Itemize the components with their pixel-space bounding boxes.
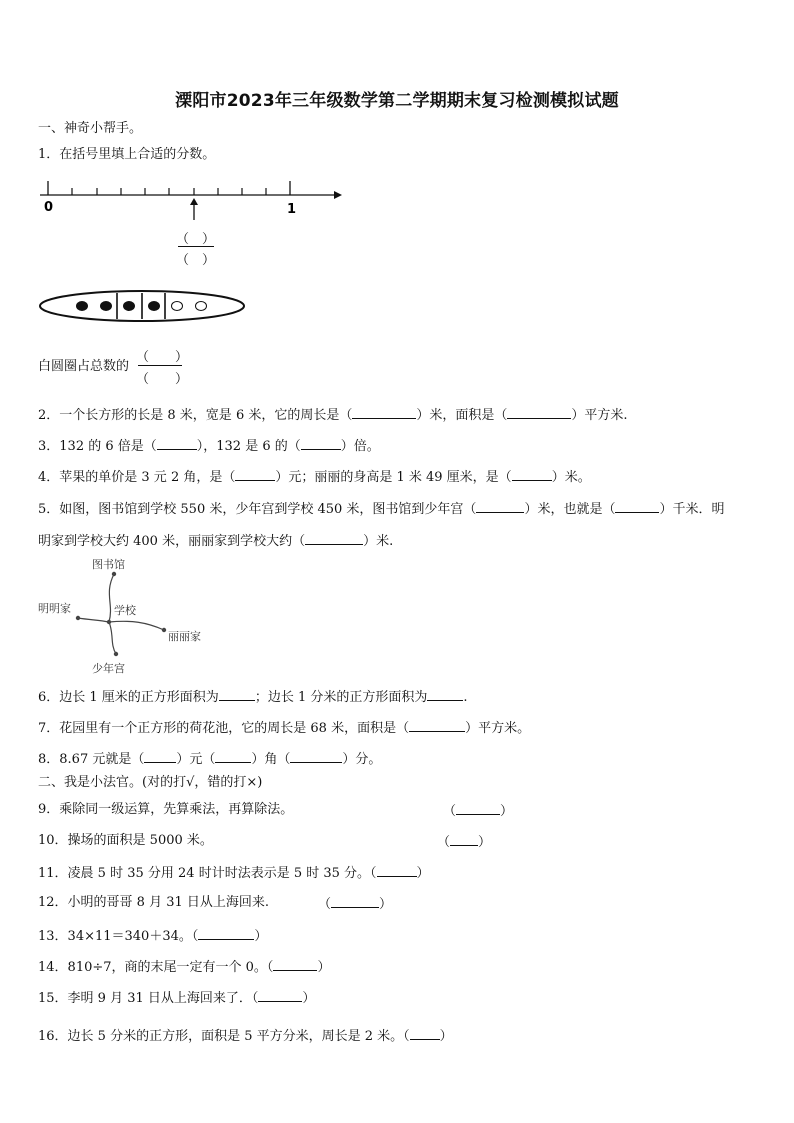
answer-blank[interactable]	[198, 926, 254, 940]
question-9-answer: （ ）	[443, 801, 513, 821]
question-8-text-2: ）元（	[176, 752, 216, 767]
question-5-line-2	[38, 531, 393, 551]
question-6-text-1: 6．边长 1 厘米的正方形面积为	[38, 690, 219, 705]
question-11: 11．凌晨 5 时 35 分用 24 时计时法表示是 5 时 35 分。（ ）	[38, 863, 430, 883]
answer-blank[interactable]	[290, 749, 342, 763]
question-1: 1．在括号里填上合适的分数。	[38, 147, 216, 162]
answer-blank[interactable]	[258, 988, 302, 1002]
number-line-label-one: 1	[287, 202, 297, 217]
question-4-text-3: ）米。	[551, 470, 591, 485]
question-6-text-3: .	[463, 690, 468, 705]
answer-blank[interactable]	[409, 718, 465, 732]
answer-blank[interactable]	[476, 499, 524, 513]
question-5-text-1: 5．如图，图书馆到学校 550 米，少年宫到学校 450 米，图书馆到少年宫（	[38, 502, 477, 517]
answer-blank[interactable]	[273, 957, 317, 971]
question-1b-prefix: 白圆圈占总数的	[38, 359, 130, 374]
question-9: 9．乘除同一级运算，先算乘法，再算除法。	[38, 802, 294, 817]
answer-blank[interactable]	[301, 436, 341, 450]
answer-blank[interactable]	[456, 801, 500, 815]
section-1-heading: 一、神奇小帮手。	[38, 121, 143, 136]
up-arrow-icon	[187, 197, 201, 221]
question-10-answer: （ ）	[437, 832, 491, 852]
answer-blank[interactable]	[144, 749, 176, 763]
map-label-library: 图书馆	[92, 558, 125, 571]
answer-blank[interactable]	[410, 1026, 440, 1040]
answer-blank[interactable]	[427, 687, 463, 701]
question-4-text-2: ）元；丽丽的身高是 1 米 49 厘米，是（	[275, 470, 512, 485]
question-8-text-1: 8．8.67 元就是（	[38, 752, 145, 767]
map-label-lili-home: 丽丽家	[168, 630, 201, 643]
question-5-line-2-text-a: 明家到学校大约 400 米，丽丽家到学校大约（	[38, 534, 306, 549]
question-5-line-2-text-b: ）米.	[363, 534, 394, 549]
black-circle-2	[100, 301, 112, 311]
question-2-text-2: ）米，面积是（	[416, 408, 508, 423]
circles-oval-figure	[36, 288, 248, 324]
question-6	[38, 687, 468, 707]
question-12-answer: （ ）	[318, 894, 392, 914]
section-2-heading: 二、我是小法官。(对的打√，错的打×)	[38, 775, 263, 790]
question-6-text-2: ；边长 1 分米的正方形面积为	[254, 690, 428, 705]
question-2-text-3: ）平方米.	[571, 408, 628, 423]
map-label-youth-palace: 少年宫	[92, 662, 125, 675]
question-2	[38, 405, 628, 425]
answer-blank[interactable]	[512, 467, 552, 481]
question-7-text-2: ）平方米。	[465, 721, 531, 736]
answer-blank[interactable]	[450, 832, 478, 846]
white-circle-2	[196, 302, 207, 311]
answer-blank[interactable]	[157, 436, 197, 450]
black-circle-3	[123, 301, 135, 311]
answer-blank[interactable]	[235, 467, 275, 481]
question-15: 15．李明 9 月 31 日从上海回来了．（ ）	[38, 988, 315, 1008]
answer-blank[interactable]	[615, 499, 659, 513]
question-8	[38, 749, 381, 769]
question-8-text-4: ）分。	[342, 752, 382, 767]
number-line-fraction-denominator: （ ）	[176, 253, 216, 268]
white-circle-1	[172, 302, 183, 311]
number-line-label-zero: 0	[44, 200, 54, 215]
black-circle-4	[148, 301, 160, 311]
fraction-bar	[178, 246, 214, 247]
answer-blank[interactable]	[219, 687, 255, 701]
answer-blank[interactable]	[331, 894, 379, 908]
page-title: 溧阳市2023年三年级数学第二学期期末复习检测模拟试题	[175, 91, 619, 111]
question-2-text-1: 2．一个长方形的长是 8 米，宽是 6 米，它的周长是（	[38, 408, 353, 423]
black-circle-1	[76, 301, 88, 311]
answer-blank[interactable]	[305, 531, 363, 545]
answer-blank[interactable]	[377, 863, 417, 877]
number-line-fraction-numerator: （ ）	[176, 232, 216, 247]
question-7	[38, 718, 530, 738]
question-10: 10．操场的面积是 5000 米。	[38, 833, 213, 848]
question-12: 12．小明的哥哥 8 月 31 日从上海回来.	[38, 895, 270, 910]
question-5-text-3: ）千米．明	[659, 502, 725, 517]
question-16: 16．边长 5 分米的正方形，面积是 5 平方分米，周长是 2 米。（ ）	[38, 1026, 453, 1046]
question-8-text-3: ）角（	[251, 752, 291, 767]
question-3-text-2: ），132 是 6 的（	[196, 439, 301, 454]
answer-blank[interactable]	[507, 405, 571, 419]
question-7-text-1: 7．花园里有一个正方形的荷花池，它的周长是 68 米，面积是（	[38, 721, 410, 736]
answer-blank[interactable]	[352, 405, 416, 419]
question-1b-fraction-numerator: （ ）	[136, 350, 189, 365]
school-map-figure	[36, 554, 226, 676]
question-5-line-1	[38, 499, 724, 519]
map-label-mingming-home: 明明家	[38, 602, 71, 615]
answer-blank[interactable]	[215, 749, 251, 763]
map-label-school: 学校	[114, 604, 136, 617]
question-3	[38, 436, 380, 456]
question-1b-fraction-denominator: （ ）	[136, 372, 189, 387]
question-14: 14．810÷7，商的末尾一定有一个 0。（ ）	[38, 957, 330, 977]
question-3-text-1: 3．132 的 6 倍是（	[38, 439, 157, 454]
question-5-text-2: ）米，也就是（	[524, 502, 616, 517]
question-3-text-3: ）倍。	[340, 439, 380, 454]
question-13: 13．34×11＝340＋34。（ ）	[38, 926, 267, 946]
question-4	[38, 467, 591, 487]
question-4-text-1: 4．苹果的单价是 3 元 2 角，是（	[38, 470, 236, 485]
fraction-bar	[138, 365, 182, 366]
